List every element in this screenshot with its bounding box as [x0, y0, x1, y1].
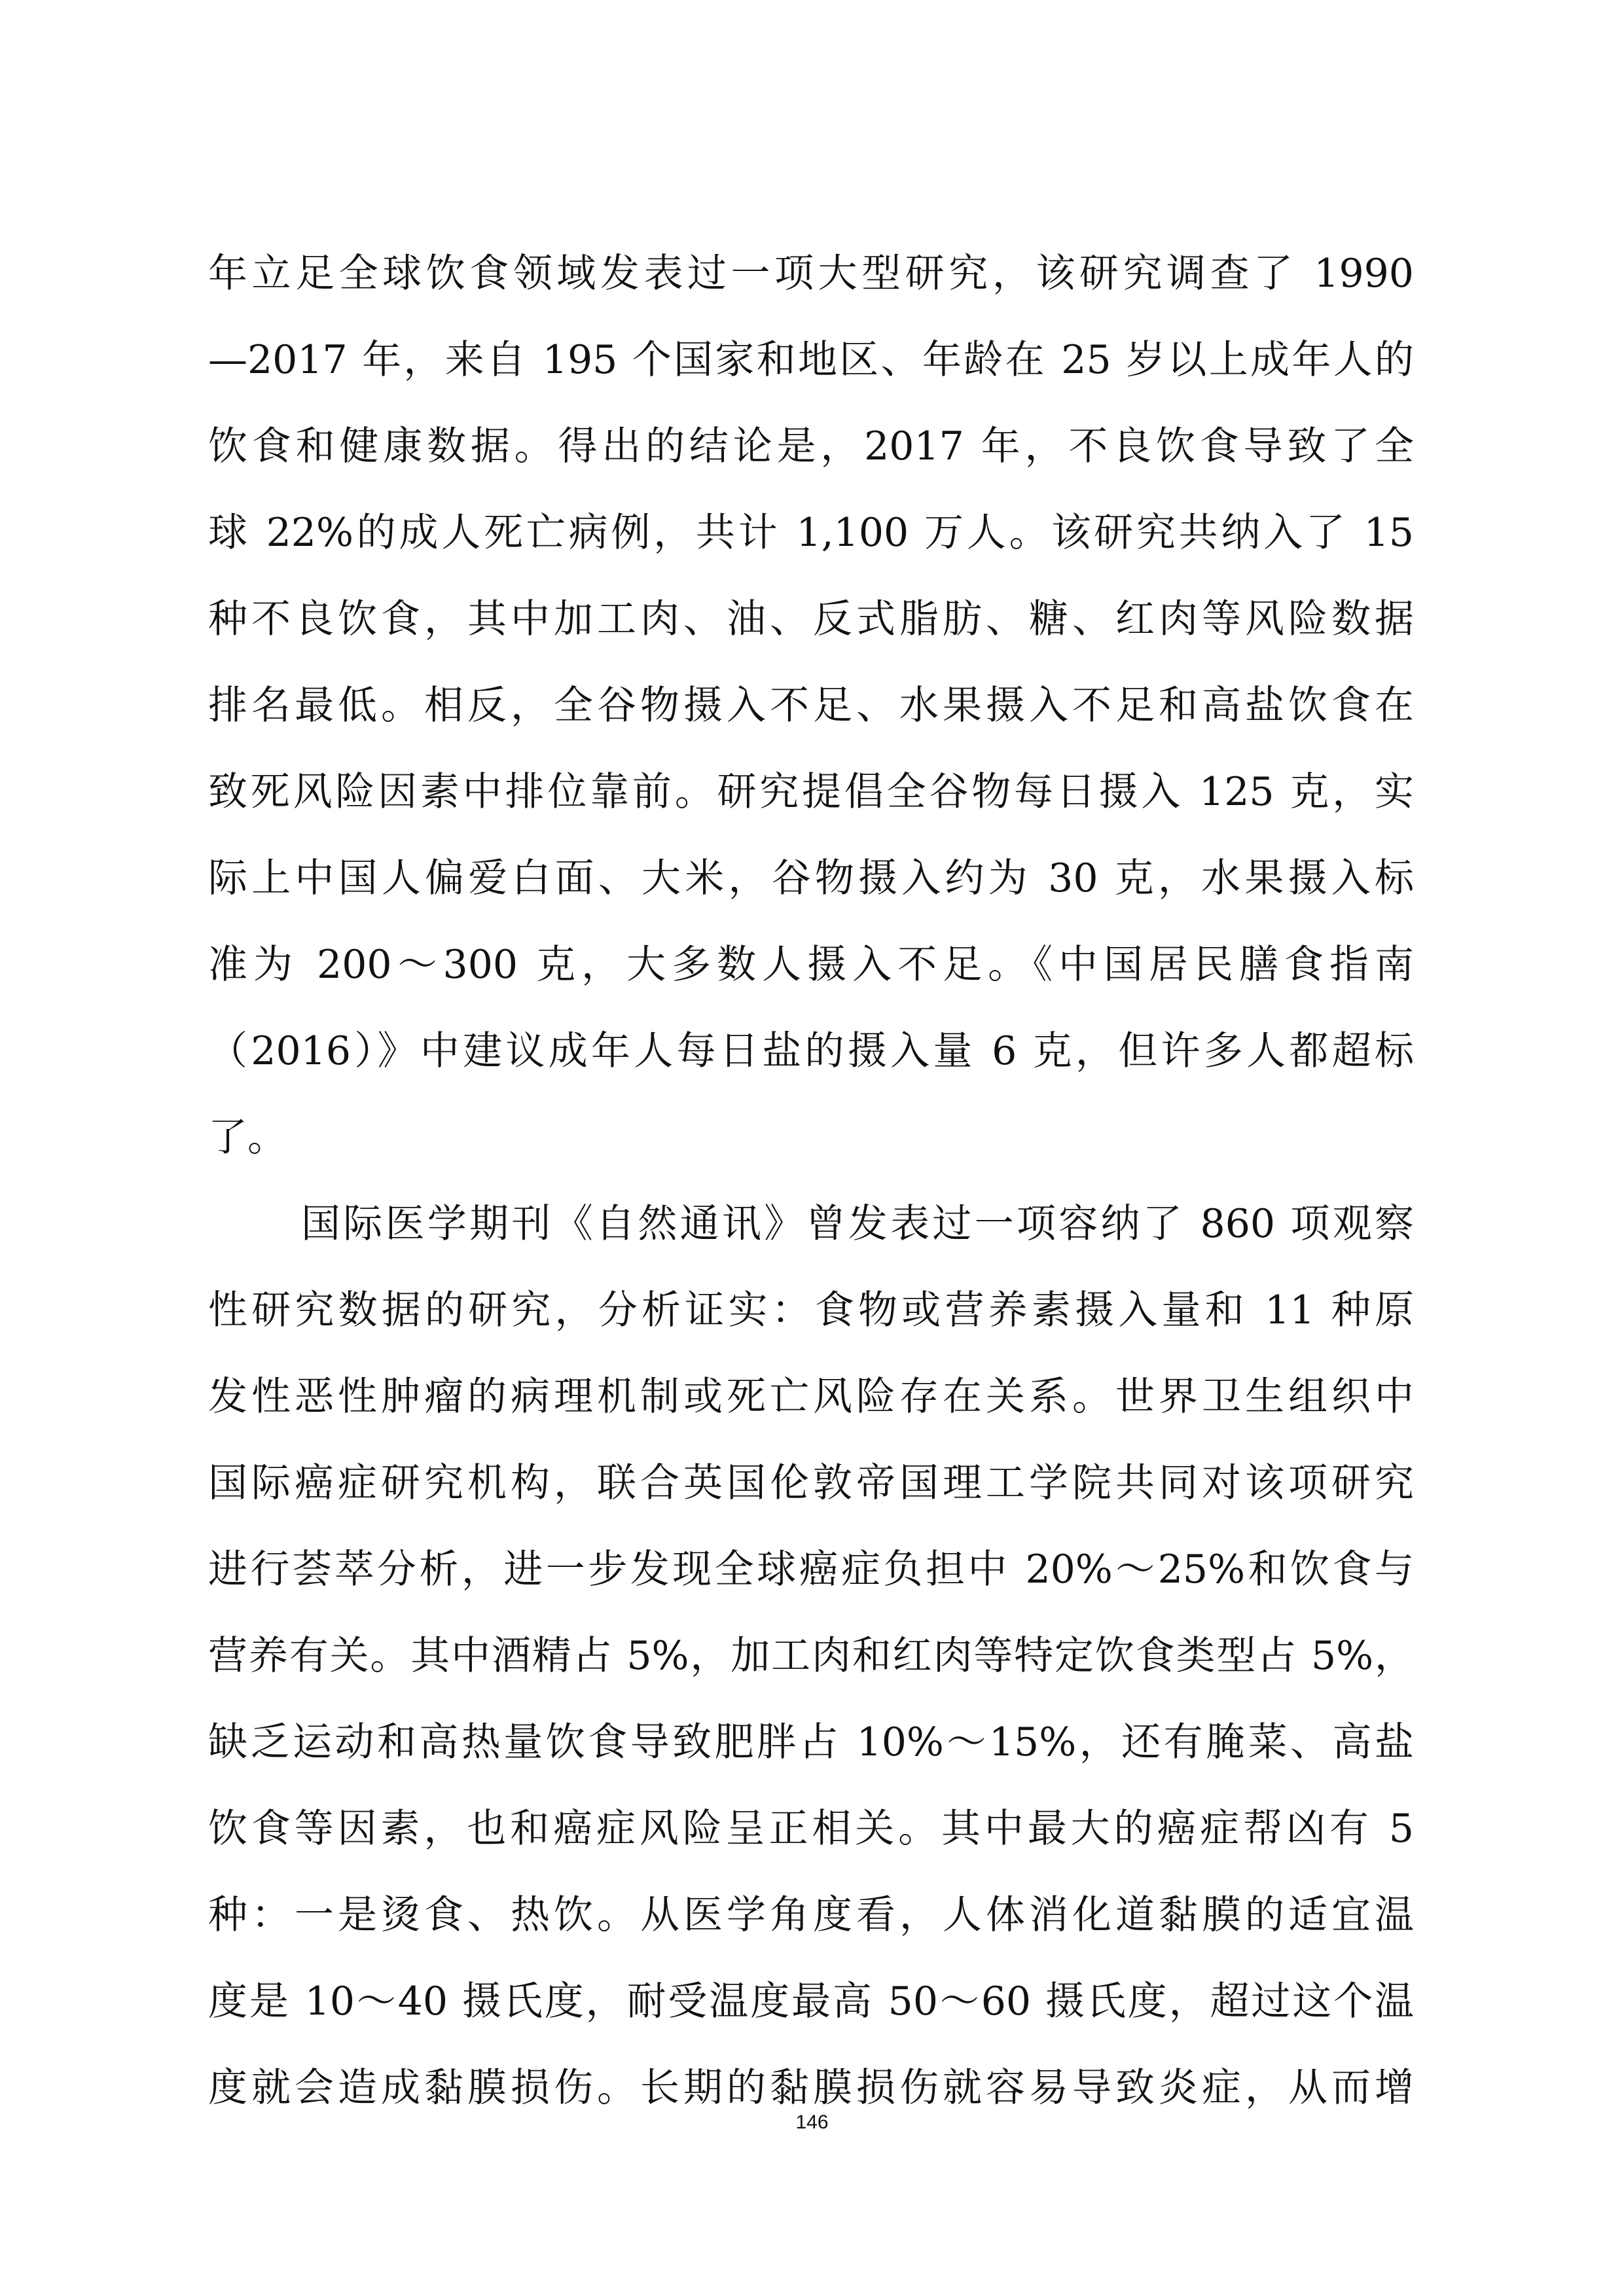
text-line: 性研究数据的研究，分析证实：食物或营养素摄入量和 11 种原 — [208, 1287, 1414, 1333]
text-line: —2017 年，来自 195 个国家和地区、年龄在 25 岁以上成年人的 — [208, 337, 1414, 383]
text-line: 种：一是烫食、热饮。从医学角度看，人体消化道黏膜的适宜温 — [208, 1892, 1414, 1938]
body-text — [208, 230, 1414, 2131]
text-line: （2016）》中建议成年人每日盐的摄入量 6 克，但许多人都超标 — [208, 1028, 1414, 1074]
paragraph-2 — [208, 1181, 1414, 2131]
text-line: 进行荟萃分析，进一步发现全球癌症负担中 20%～25%和饮食与 — [208, 1547, 1414, 1592]
text-line: 饮食等因素，也和癌症风险呈正相关。其中最大的癌症帮凶有 5 — [208, 1806, 1414, 1852]
text-line: 发性恶性肿瘤的病理机制或死亡风险存在关系。世界卫生组织中 — [208, 1374, 1414, 1420]
page-number: 146 — [795, 2111, 829, 2133]
text-line: 际上中国人偏爱白面、大米，谷物摄入约为 30 克，水果摄入标 — [208, 855, 1414, 901]
text-line: 度是 10～40 摄氏度，耐受温度最高 50～60 摄氏度，超过这个温 — [208, 1979, 1414, 2024]
text-line: 饮食和健康数据。得出的结论是，2017 年，不良饮食导致了全 — [208, 423, 1414, 469]
paragraph-1 — [208, 230, 1414, 1181]
text-line: 种不良饮食，其中加工肉、油、反式脂肪、糖、红肉等风险数据 — [208, 596, 1414, 642]
text-line: 排名最低。相反，全谷物摄入不足、水果摄入不足和高盐饮食在 — [208, 683, 1414, 728]
text-line: 营养有关。其中酒精占 5%，加工肉和红肉等特定饮食类型占 5%， — [208, 1633, 1414, 1679]
text-line: 了。 — [208, 1115, 287, 1160]
text-line: 国际癌症研究机构，联合英国伦敦帝国理工学院共同对该项研究 — [208, 1460, 1414, 1506]
text-line: 度就会造成黏膜损伤。长期的黏膜损伤就容易导致炎症，从而增 — [208, 2065, 1414, 2111]
text-line: 国际医学期刊《自然通讯》曾发表过一项容纳了 860 项观察 — [301, 1201, 1414, 1247]
text-line: 致死风险因素中排位靠前。研究提倡全谷物每日摄入 125 克，实 — [208, 769, 1414, 815]
text-line: 年立足全球饮食领域发表过一项大型研究，该研究调查了 1990 — [208, 251, 1414, 296]
text-line: 球 22%的成人死亡病例，共计 1,100 万人。该研究共纳入了 15 — [208, 510, 1414, 556]
text-line: 缺乏运动和高热量饮食导致肥胖占 10%～15%，还有腌菜、高盐 — [208, 1719, 1414, 1765]
text-line: 准为 200～300 克，大多数人摄入不足。《中国居民膳食指南 — [208, 942, 1414, 988]
